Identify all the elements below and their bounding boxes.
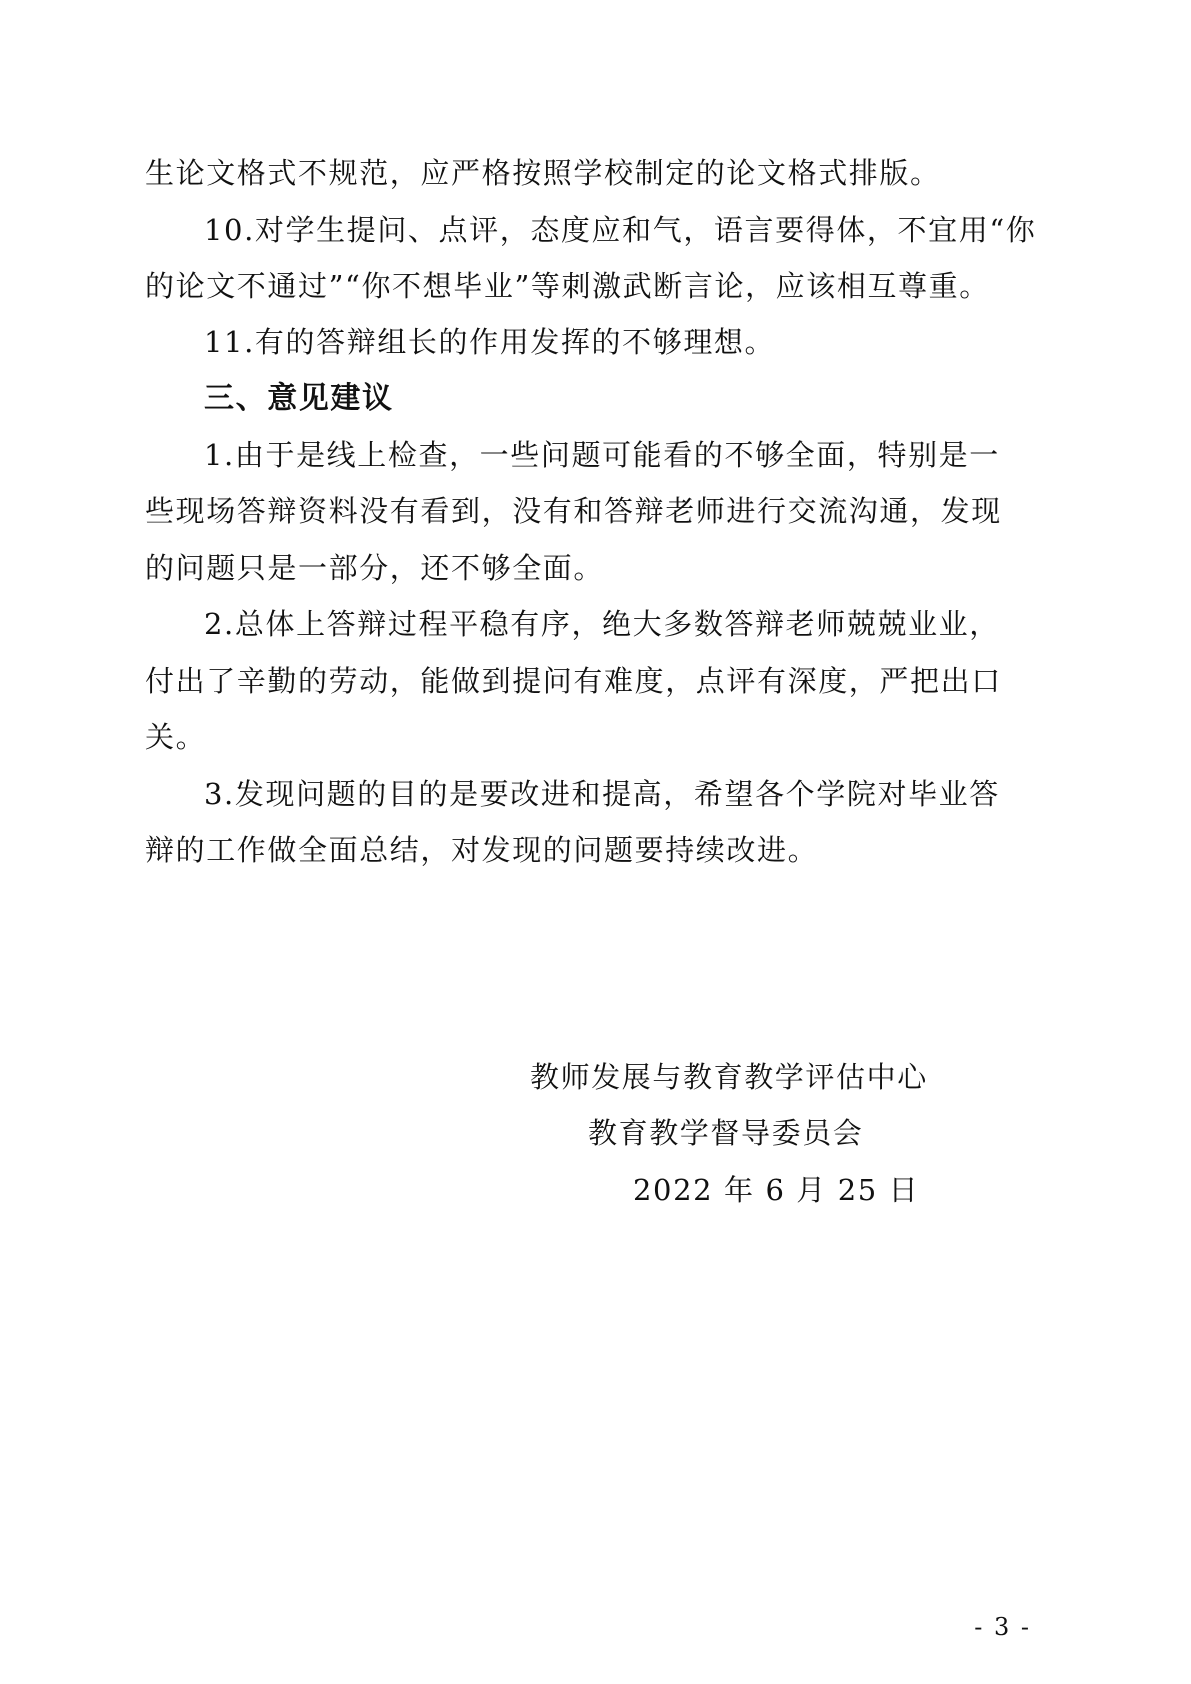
suggestion-line-1: 1.由于是线上检查，一些问题可能看的不够全面，特别是一 bbox=[204, 438, 1000, 472]
body-line-3: 的论文不通过”“你不想毕业”等刺激武断言论，应该相互尊重。 bbox=[145, 269, 990, 303]
signature-date: 2022 年 6 月 25 日 bbox=[633, 1173, 920, 1207]
body-line-4: 11.有的答辩组长的作用发挥的不够理想。 bbox=[204, 325, 776, 359]
body-line-2: 10.对学生提问、点评，态度应和气，语言要得体，不宜用“你 bbox=[204, 213, 1037, 247]
body-line-1: 生论文格式不规范，应严格按照学校制定的论文格式排版。 bbox=[145, 156, 941, 190]
suggestion-line-4: 2.总体上答辩过程平稳有序，绝大多数答辩老师兢兢业业， bbox=[204, 607, 1000, 641]
suggestion-line-7: 3.发现问题的目的是要改进和提高，希望各个学院对毕业答 bbox=[204, 777, 1000, 811]
suggestion-line-6: 关。 bbox=[145, 720, 207, 754]
suggestion-line-2: 些现场答辩资料没有看到，没有和答辩老师进行交流沟通，发现 bbox=[145, 494, 1002, 528]
section-heading: 三、意见建议 bbox=[204, 381, 394, 416]
suggestion-line-8: 辩的工作做全面总结，对发现的问题要持续改进。 bbox=[145, 833, 819, 867]
signature-org-1: 教师发展与教育教学评估中心 bbox=[530, 1060, 928, 1094]
page-number: - 3 - bbox=[974, 1613, 1031, 1641]
suggestion-line-3: 的问题只是一部分，还不够全面。 bbox=[145, 551, 605, 585]
signature-org-2: 教育教学督导委员会 bbox=[588, 1116, 864, 1150]
suggestion-line-5: 付出了辛勤的劳动，能做到提问有难度，点评有深度，严把出口 bbox=[145, 664, 1002, 698]
